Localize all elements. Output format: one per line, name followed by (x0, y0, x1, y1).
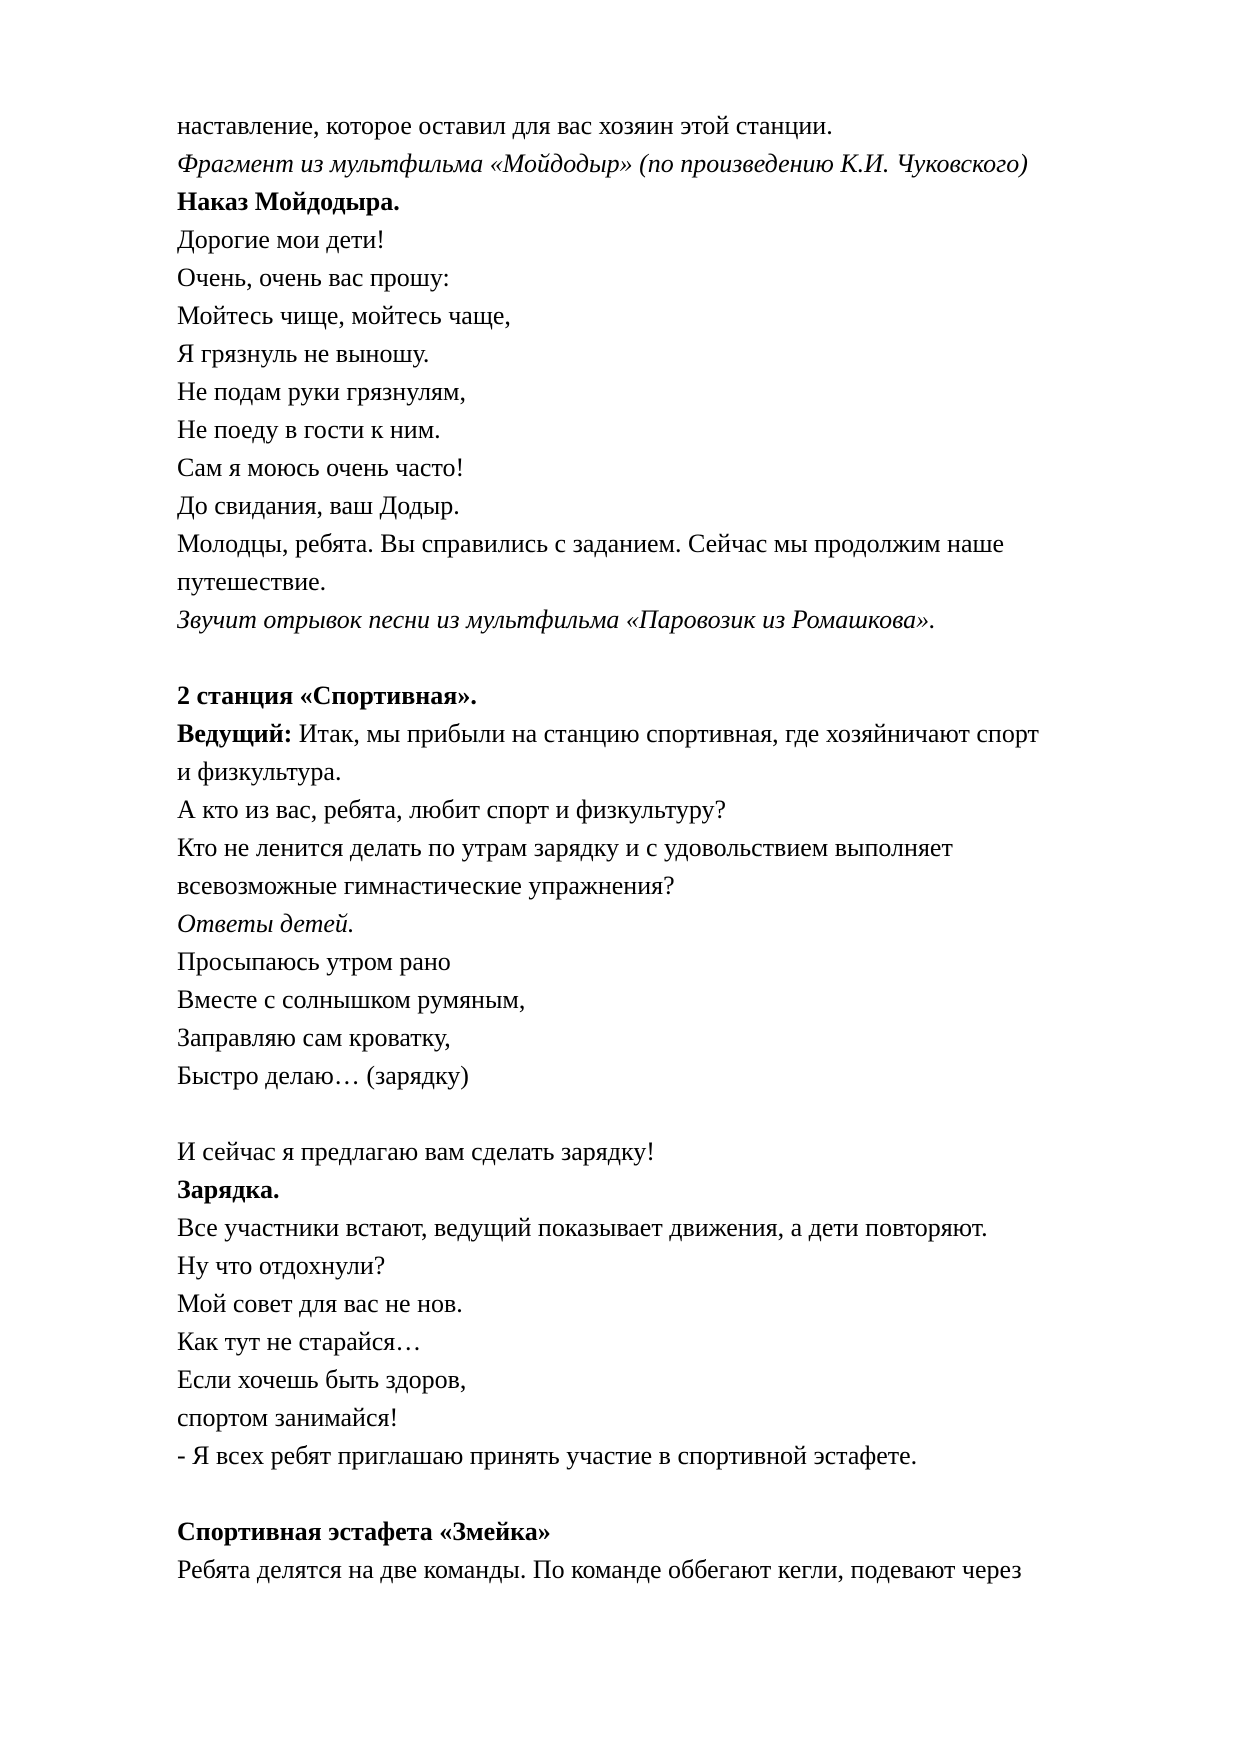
section-heading: Наказ Мойдодыра. (177, 187, 400, 216)
text-line: Молодцы, ребята. Вы справились с заданием. Сейчас мы продолжим наше (177, 529, 1005, 558)
section-heading: 2 станция «Спортивная». (177, 681, 477, 710)
text-line: всевозможные гимнастические упражнения? (177, 871, 675, 900)
text-line: Кто не ленится делать по утрам зарядку и с удовольствием выполняет (177, 833, 953, 862)
text-line: А кто из вас, ребята, любит спорт и физкультуру? (177, 795, 727, 824)
italic-note: Ответы детей. (177, 909, 355, 938)
poem-line: Мой совет для вас не нов. (177, 1289, 463, 1318)
section-heading: Зарядка. (177, 1175, 280, 1204)
poem-line: Просыпаюсь утром рано (177, 947, 451, 976)
poem-line: Мойтесь чище, мойтесь чаще, (177, 301, 511, 330)
text-line: Ребята делятся на две команды. По команде оббегают кегли, подевают через (177, 1555, 1022, 1584)
text-line: Ну что отдохнули? (177, 1251, 386, 1280)
poem-line: Сам я моюсь очень часто! (177, 453, 465, 482)
poem-line: Быстро делаю… (зарядку) (177, 1061, 469, 1090)
poem-line: Очень, очень вас прошу: (177, 263, 450, 292)
poem-line: Заправляю сам кроватку, (177, 1023, 451, 1052)
poem-line: Не поеду в гости к ним. (177, 415, 441, 444)
poem-line: Если хочешь быть здоров, (177, 1365, 467, 1394)
text-line: И сейчас я предлагаю вам сделать зарядку! (177, 1137, 655, 1166)
speaker-text: Итак, мы прибыли на станцию спортивная, где хозяйничают спорт (292, 719, 1039, 748)
poem-line: Не подам руки грязнулям, (177, 377, 466, 406)
poem-line: Дорогие мои дети! (177, 225, 385, 254)
text-line: путешествие. (177, 567, 327, 596)
italic-note: Звучит отрывок песни из мультфильма «Паровозик из Ромашкова». (177, 605, 936, 634)
poem-line: Вместе с солнышком румяным, (177, 985, 526, 1014)
poem-line: Как тут не старайся… (177, 1327, 422, 1356)
poem-line: спортом занимайся! (177, 1403, 399, 1432)
text-line: наставление, которое оставил для вас хозяин этой станции. (177, 111, 833, 140)
speaker-label: Ведущий: (177, 719, 293, 748)
speaker-line (177, 715, 1039, 753)
poem-line: До свидания, ваш Додыр. (177, 491, 460, 520)
text-line: - Я всех ребят приглашаю принять участие в спортивной эстафете. (177, 1441, 918, 1470)
section-heading: Спортивная эстафета «Змейка» (177, 1517, 551, 1546)
poem-line: Я грязнуль не выношу. (177, 339, 430, 368)
text-line: и физкультура. (177, 757, 342, 786)
italic-note: Фрагмент из мультфильма «Мойдодыр» (по произведению К.И. Чуковского) (177, 149, 1028, 178)
text-line: Все участники встают, ведущий показывает движения, а дети повторяют. (177, 1213, 988, 1242)
